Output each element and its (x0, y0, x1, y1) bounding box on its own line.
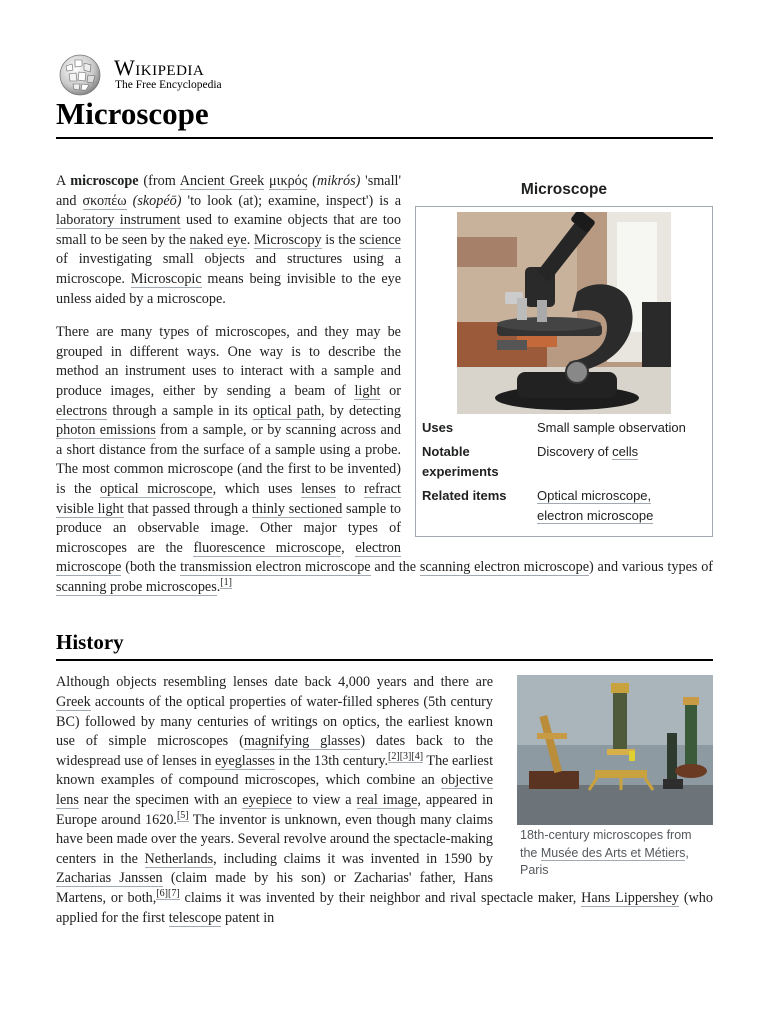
text: , appeared in Europe around 1620. (56, 792, 494, 828)
text: 'small' and (56, 173, 402, 209)
text: claims it was invented by their neighbor and rival spectacle maker, (179, 890, 582, 906)
infobox-label: Uses (422, 420, 454, 435)
infobox-value (537, 442, 706, 482)
reference-marker (388, 751, 423, 763)
infobox-title: Microscope (520, 181, 608, 198)
link-optical-path[interactable]: optical path (252, 402, 322, 419)
link-electrons[interactable]: electrons (56, 402, 108, 419)
text: 'to look (at); examine, inspect') is a (181, 192, 402, 209)
link-scanning-electron-microscope[interactable]: scanning electron microscope (419, 559, 590, 576)
link-mikros[interactable]: μικρός (269, 173, 308, 189)
reference-link[interactable]: [5] (176, 809, 189, 821)
infobox-body (415, 206, 713, 537)
link-microscopy[interactable]: Microscopy (253, 231, 322, 248)
infobox-value (537, 486, 706, 526)
link-light[interactable]: light (354, 382, 381, 399)
caption-text: , Paris (520, 845, 689, 878)
caption-text: 18th-century microscopes from the (520, 828, 692, 860)
wikipedia-globe-icon (56, 54, 104, 96)
reference-link[interactable]: [1] (220, 577, 232, 589)
text: , (341, 539, 356, 556)
transliteration: (skopéō) (132, 192, 182, 209)
text: The inventor is unknown, even though many claims have been made over the years. Several revolve around the spectacle-making centers in the (56, 811, 493, 867)
text: . (216, 578, 221, 595)
text: ) and various types of (589, 559, 714, 576)
text: near the specimen with an (78, 792, 243, 809)
text: that passed through a (123, 500, 252, 517)
text: and the (370, 559, 420, 576)
text: (from (138, 173, 180, 189)
text: to (335, 480, 364, 497)
text: . (246, 231, 254, 248)
history-thumbnail (517, 675, 713, 882)
link-netherlands[interactable]: Netherlands (144, 850, 214, 867)
reference-marker (177, 810, 189, 822)
text: Although objects resembling lenses date back 4,000 years and there are (56, 674, 493, 691)
microscope-photo[interactable] (457, 212, 671, 414)
link-fluorescence-microscope[interactable]: fluorescence microscope (193, 539, 342, 556)
link-cells[interactable]: cells (612, 444, 639, 459)
link-optical-microscope[interactable]: Optical microscope, (537, 488, 652, 503)
title-divider (56, 137, 713, 139)
section-divider (56, 659, 713, 661)
link-zacharias-janssen[interactable]: Zacharias Janssen (56, 870, 163, 887)
link-ancient-greek[interactable]: Ancient Greek (179, 173, 265, 189)
link-microscopic[interactable]: Microscopic (130, 270, 202, 287)
text: , which uses (212, 480, 302, 497)
link-optical-microscope-inline[interactable]: optical microscope (100, 480, 213, 497)
wordmark: Wikipedia (114, 55, 205, 80)
text: in the 13th century. (274, 752, 389, 769)
link-electron-microscope-inline[interactable]: electron microscope (56, 539, 401, 576)
text: or (380, 382, 401, 399)
link-real-image[interactable]: real image (356, 792, 418, 809)
link-eyeglasses[interactable]: eyeglasses (215, 752, 275, 769)
bold-term: microscope (70, 173, 139, 189)
text: , by detecting (321, 402, 401, 419)
text: from a sample, or by scanning across and a short distance from the surface of a sample using a probe. The most common microscope (and the first to be invented) is the (56, 422, 401, 497)
link-scanning-probe-microscopes[interactable]: scanning probe microscopes (56, 578, 217, 595)
infobox-label: Notable experiments (422, 444, 499, 479)
text: ) dates back to the widespread use of lenses in (56, 733, 493, 769)
text: (claim made by his son) or Zacharias' father, Hans Martens, or both, (56, 870, 493, 906)
infobox-value-text: Discovery of (537, 444, 613, 459)
infobox-row-uses (422, 418, 706, 438)
tagline: The Free Encyclopedia (115, 79, 222, 91)
text: , including claims it was invented in 1590 by (213, 850, 493, 867)
link-science[interactable]: science (359, 231, 401, 248)
link-telescope[interactable]: telescope (168, 909, 222, 926)
reference-link[interactable]: [2] (388, 751, 400, 763)
section-heading-history: History (56, 630, 124, 655)
text: means being invisible to the eye unless aided by a microscope. (56, 270, 402, 307)
link-thinly-sectioned[interactable]: thinly sectioned (251, 500, 343, 517)
text: (both the (121, 559, 181, 576)
reference-link[interactable]: [7] (168, 888, 180, 900)
page-title: Microscope (56, 96, 209, 131)
text: There are many types of microscopes, and they may be grouped in different ways. One way is to describe the method an instrument uses to interact with a sample and produce images, either by sending a beam of (56, 324, 401, 399)
infobox (415, 172, 713, 537)
link-skopeo[interactable]: σκοπέω (82, 192, 127, 209)
infobox-value: Small sample observation (537, 420, 686, 435)
reference-marker (220, 577, 232, 589)
infobox-label: Related items (422, 488, 507, 503)
reference-marker (156, 888, 179, 900)
link-transmission-electron-microscope[interactable]: transmission electron microscope (180, 559, 371, 576)
link-visible-light[interactable]: visible light (56, 500, 124, 517)
text: sample to produce an observable image. Other major types of microscopes are the (56, 500, 402, 556)
link-lenses[interactable]: lenses (301, 480, 336, 497)
link-electron-microscope[interactable]: electron microscope (537, 508, 654, 523)
article-body (56, 172, 713, 942)
historic-microscopes-photo[interactable] (517, 675, 713, 825)
text: through a sample in its (107, 402, 253, 419)
reference-link[interactable]: [3] (399, 751, 412, 763)
reference-link[interactable]: [4] (411, 751, 424, 763)
text: to view a (291, 792, 357, 809)
transliteration: (mikrós) (312, 173, 361, 189)
infobox-row-related (422, 486, 706, 526)
text: A (56, 173, 71, 189)
link-musee-des-arts-et-metiers[interactable]: Musée des Arts et Métiers (540, 845, 686, 860)
link-greek[interactable]: Greek (56, 694, 91, 711)
link-eyepiece[interactable]: eyepiece (242, 792, 292, 809)
text: accounts of the optical properties of water-filled spheres (5th century BC) followed by many centuries of writings on optics, the earliest known use of simple microscopes ( (56, 694, 493, 750)
link-magnifying-glasses[interactable]: magnifying glasses (243, 733, 361, 750)
link-photon-emissions[interactable]: photon emissions (56, 422, 156, 439)
infobox-row-experiments (422, 442, 706, 482)
text: is the (321, 231, 360, 248)
thumbnail-caption (517, 825, 713, 882)
text: (who applied for the first (56, 890, 713, 926)
text: used to examine objects that are too small to be seen by the (56, 212, 401, 248)
link-laboratory-instrument[interactable]: laboratory instrument (56, 212, 181, 229)
text: The earliest known examples of compound microscopes, which combine an (56, 752, 494, 789)
reference-link[interactable]: [6] (156, 888, 168, 900)
text: patent in (221, 909, 275, 926)
link-hans-lippershey[interactable]: Hans Lippershey (581, 890, 679, 906)
link-objective-lens[interactable]: objective lens (56, 772, 493, 809)
link-naked-eye[interactable]: naked eye (189, 231, 247, 248)
link-refract[interactable]: refract (363, 480, 401, 497)
text: of investigating small objects and structures using a microscope. (56, 251, 401, 287)
